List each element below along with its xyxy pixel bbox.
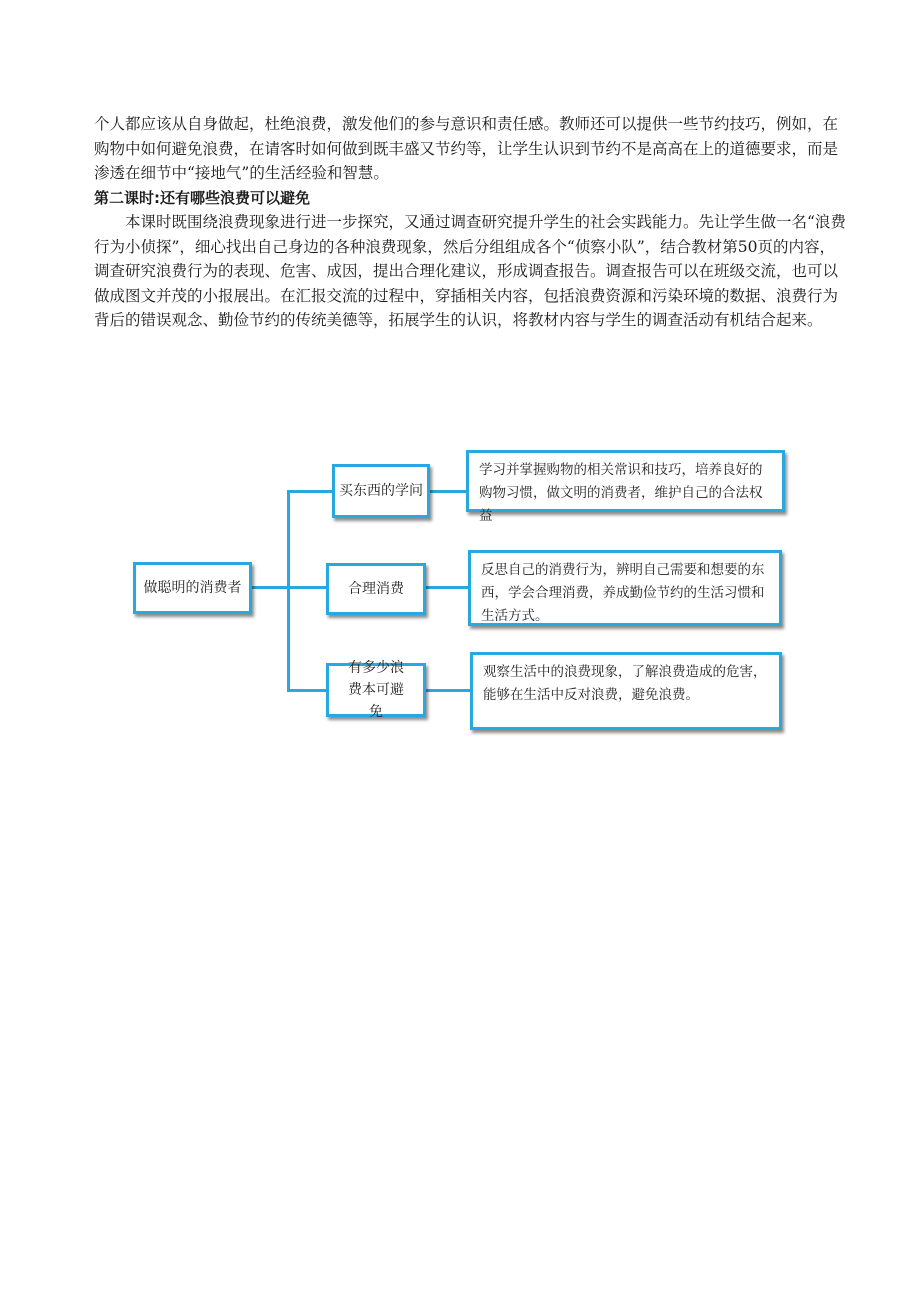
connector-branch-1	[287, 490, 332, 493]
paragraph-2: 本课时既围绕浪费现象进行进一步探究，又通过调查研究提升学生的社会实践能力。先让学生做一名“浪费行为小侦探”，细心找出自己身边的各种浪费现象，然后分组组成各个“侦察小队”，结合教材第50页的内容，调查研究浪费行为的表现、危害、成因，提出合理化建议，形成调查报告。调查报告可以在班级交流，也可以做成图文并茂的小报展出。在汇报交流的过程中，穿插相关内容，包括浪费资源和污染环境的数据、浪费行为背后的错误观念、勤俭节约的传统美德等，拓展学生的认识，将教材内容与学生的调查活动有机结合起来。	[94, 213, 846, 329]
branch-node-2	[326, 563, 426, 615]
connector-root	[252, 586, 289, 589]
branch-label: 合理消费	[348, 581, 404, 597]
root-label: 做聪明的消费者	[143, 580, 242, 596]
connector-desc-1	[430, 490, 466, 493]
description-text: 反思自己的消费行为，辨明自己需要和想要的东西，学会合理消费，养成勤俭节约的生活习惯和生活方式。	[481, 562, 765, 624]
connector-branch-3	[287, 689, 327, 692]
connector-desc-3	[426, 689, 470, 692]
root-node	[133, 562, 252, 614]
description-text: 观察生活中的浪费现象，了解浪费造成的危害，能够在生活中反对浪费，避免浪费。	[483, 664, 767, 703]
branch-node-1	[332, 464, 430, 518]
paragraph-1: 个人都应该从自身做起，杜绝浪费，激发他们的参与意识和责任感。教师还可以提供一些节约技巧，例如，在购物中如何避免浪费，在请客时如何做到既丰盛又节约等，让学生认识到节约不是高高在上的道德要求，而是渗透在细节中“接地气”的生活经验和智慧。	[94, 115, 839, 182]
document-body	[94, 112, 846, 333]
branch-label: 买东西的学问	[339, 483, 423, 499]
branch-label: 有多少浪费本可避免	[348, 660, 404, 720]
connector-branch-2	[287, 586, 327, 589]
section-heading: 第二课时:还有哪些浪费可以避免	[94, 188, 311, 207]
branch-node-3	[326, 660, 426, 720]
connector-trunk	[287, 490, 290, 692]
description-node-3	[470, 652, 782, 730]
connector-desc-2	[426, 586, 468, 589]
description-node-1	[466, 450, 785, 524]
description-node-2	[468, 550, 782, 626]
description-text: 学习并掌握购物的相关常识和技巧，培养良好的购物习惯，做文明的消费者，维护自己的合法权益	[479, 462, 763, 524]
